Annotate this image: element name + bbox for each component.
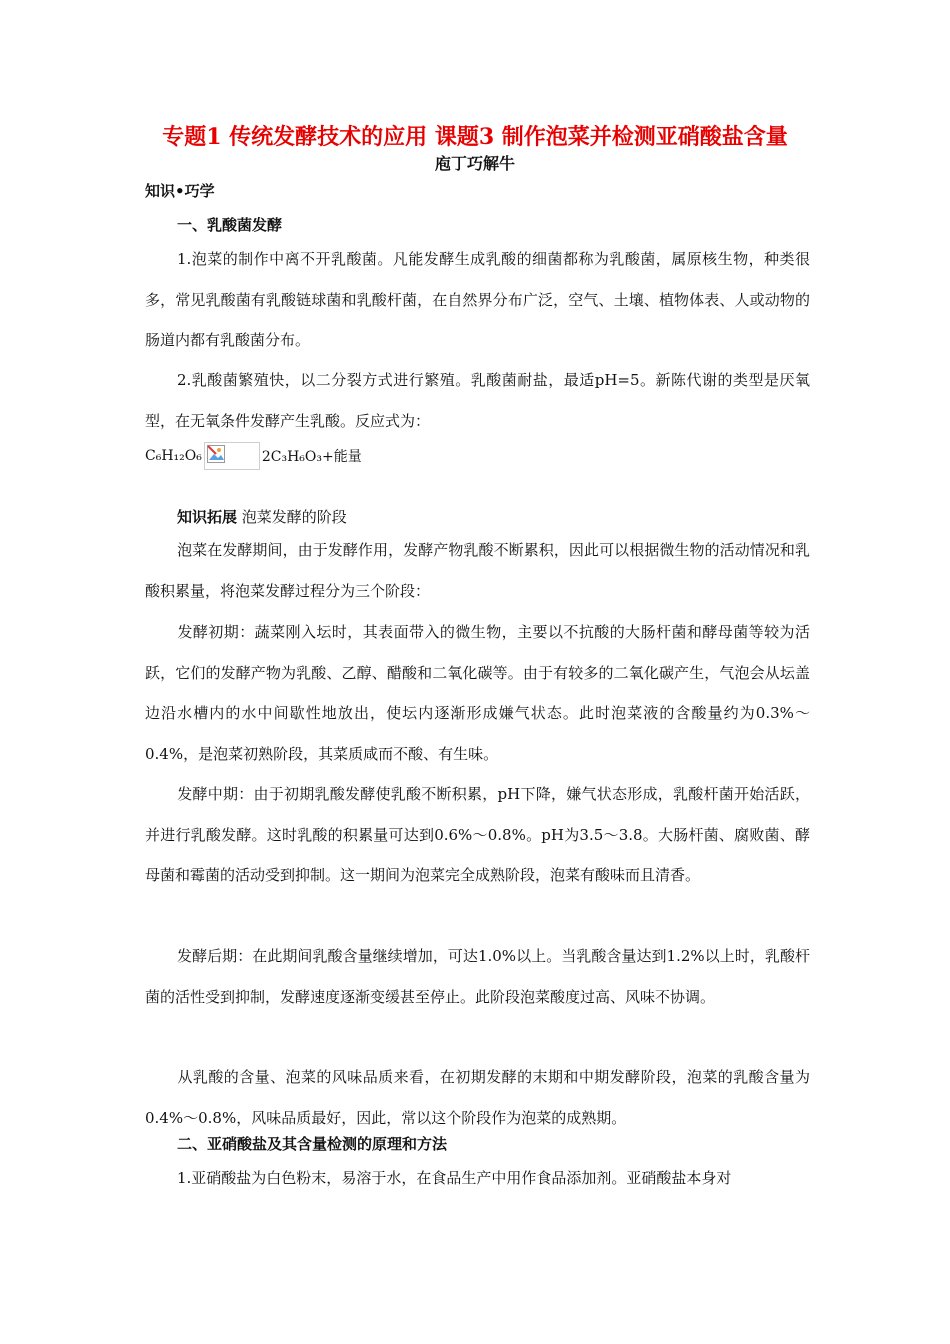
reaction-formula [145,442,362,472]
section-label: 知识•巧学 [145,182,215,200]
heading-nitrite: 二、亚硝酸盐及其含量检测的原理和方法 [177,1135,448,1153]
formula-product: 2C₃H₆O₃+能量 [261,449,362,465]
knowledge-extension [177,506,347,527]
heading-lactic-fermentation: 一、乳酸菌发酵 [177,216,283,234]
paragraph-2-text: 2.乳酸菌繁殖快，以二分裂方式进行繁殖。乳酸菌耐盐，最适pH=5。新陈代谢的类型是厌氧型，在无氧条件发酵产生乳酸。反应式为： [145,371,810,430]
paragraph-7 [145,1057,810,1138]
paragraph-3 [145,530,810,611]
extension-title: 泡菜发酵的阶段 [241,508,347,526]
paragraph-5-text: 发酵中期：由于初期乳酸发酵使乳酸不断积累，pH下降，嫌气状态形成，乳酸杆菌开始活跃，并进行乳酸发酵。这时乳酸的积累量可达到0.6%～0.8%。pH为3.5～3.8。大肠杆菌、腐败菌、酵母菌和霉菌的活动受到抑制。这一期间为泡菜完全成熟阶段，泡菜有酸味而且清香。 [145,785,810,884]
paragraph-1 [145,239,810,361]
formula-reactant: C₆H₁₂O₆ [145,448,202,464]
document-subtitle: 庖丁巧解牛 [434,154,515,173]
paragraph-2 [145,360,810,441]
document-title: 专题1 传统发酵技术的应用 课题3 制作泡菜并检测亚硝酸盐含量 [162,124,788,150]
paragraph-3-text: 泡菜在发酵期间，由于发酵作用，发酵产物乳酸不断累积，因此可以根据微生物的活动情况和乳酸积累量，将泡菜发酵过程分为三个阶段： [145,541,810,600]
paragraph-1-text: 1.泡菜的制作中离不开乳酸菌。凡能发酵生成乳酸的细菌都称为乳酸菌，属原核生物，种类很多，常见乳酸菌有乳酸链球菌和乳酸杆菌，在自然界分布广泛，空气、土壤、植物体表、人或动物的肠道内都有乳酸菌分布。 [145,250,810,349]
paragraph-8 [145,1158,810,1199]
paragraph-6 [145,936,810,1017]
extension-label: 知识拓展 [177,508,238,526]
paragraph-6-text: 发酵后期：在此期间乳酸含量继续增加，可达1.0%以上。当乳酸含量达到1.2%以上时，乳酸杆菌的活性受到抑制，发酵速度逐渐变缓甚至停止。此阶段泡菜酸度过高、风味不协调。 [145,947,810,1006]
paragraph-7-text: 从乳酸的含量、泡菜的风味品质来看，在初期发酵的末期和中期发酵阶段，泡菜的乳酸含量为0.4%～0.8%，风味品质最好，因此，常以这个阶段作为泡菜的成熟期。 [145,1068,810,1127]
paragraph-8-text: 1.亚硝酸盐为白色粉末，易溶于水，在食品生产中用作食品添加剂。亚硝酸盐本身对 [177,1169,732,1187]
broken-image-icon [204,442,260,470]
paragraph-5 [145,774,810,896]
paragraph-4-text: 发酵初期：蔬菜刚入坛时，其表面带入的微生物，主要以不抗酸的大肠杆菌和酵母菌等较为活跃，它们的发酵产物为乳酸、乙醇、醋酸和二氧化碳等。由于有较多的二氧化碳产生，气泡会从坛盖边沿水槽内的水中间歇性地放出，使坛内逐渐形成嫌气状态。此时泡菜液的含酸量约为0.3%～0.4%，是泡菜初熟阶段，其菜质咸而不酸、有生味。 [145,623,810,763]
paragraph-4 [145,612,810,774]
